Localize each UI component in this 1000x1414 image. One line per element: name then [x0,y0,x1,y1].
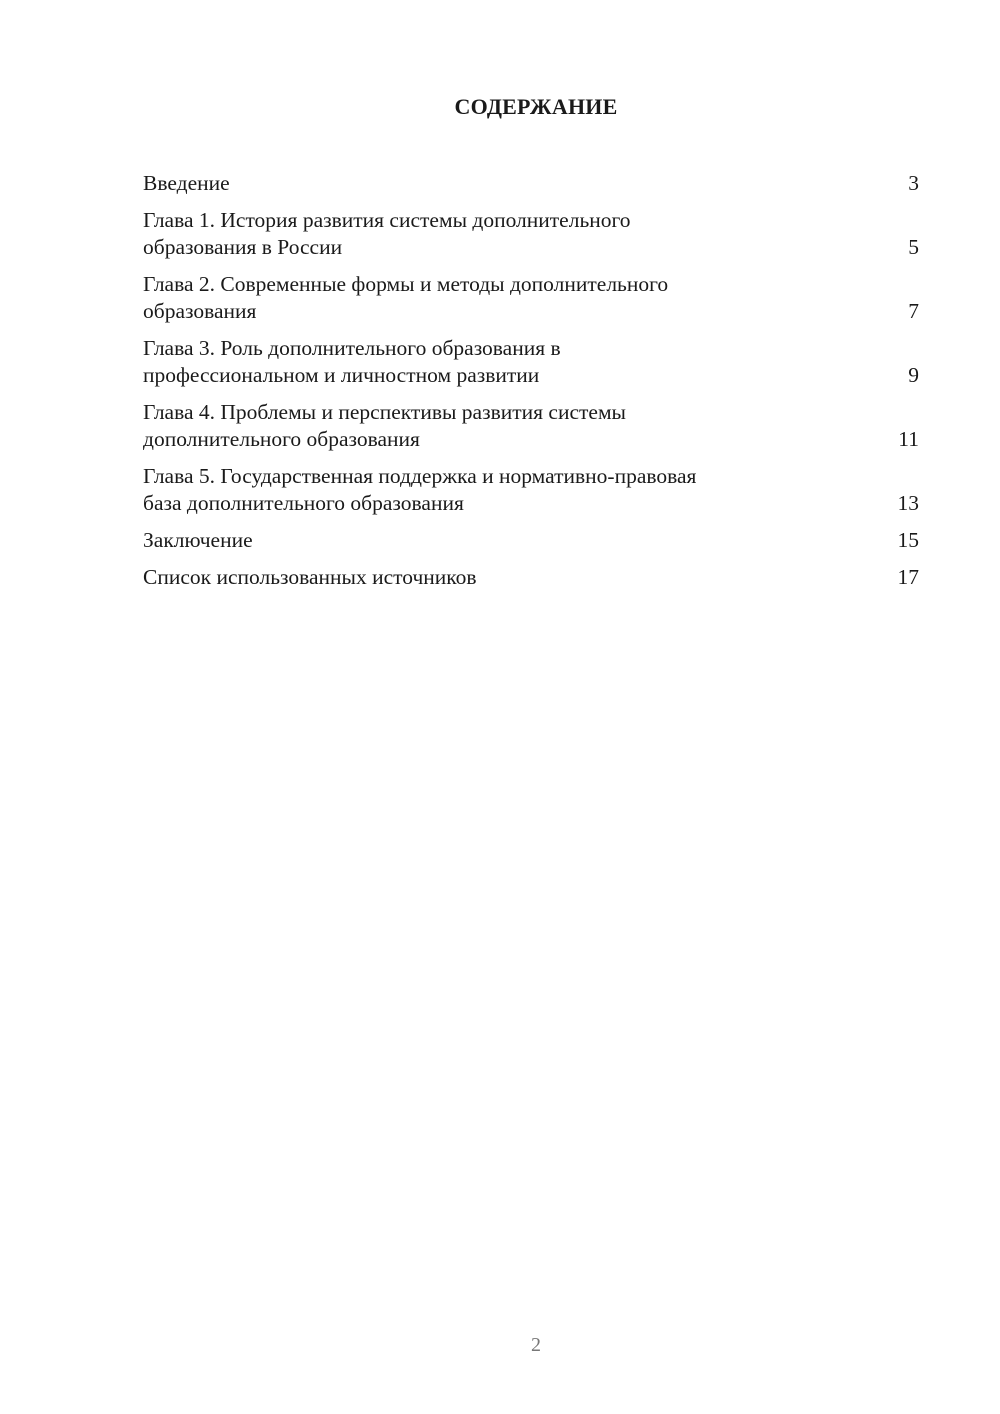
toc-entry-page: 9 [908,363,919,387]
toc-entry-text: Список использованных источников [143,565,477,589]
toc-entry-page: 7 [908,299,919,323]
toc-entry-references [143,564,919,591]
toc-entry-page: 11 [898,427,919,451]
toc-entry-chapter-2 [143,271,919,325]
toc-entry-introduction [143,170,919,197]
toc-entry-page: 13 [897,491,919,515]
toc-entry-text: Глава 2. Современные формы и методы дополнительного образования [143,272,669,323]
page-number: 2 [531,1334,541,1356]
toc-entry-page: 3 [908,171,919,195]
toc-entry-page: 5 [908,235,919,259]
toc-entry-chapter-5 [143,463,919,517]
toc-entry-chapter-1 [143,207,919,261]
toc-entry-conclusion [143,527,919,554]
table-of-contents [143,170,919,601]
toc-entry-text: Глава 5. Государственная поддержка и нормативно-правовая база дополнительного образования [143,464,697,515]
toc-entry-text: Глава 1. История развития системы дополнительного образования в России [143,208,631,259]
page-title: СОДЕРЖАНИЕ [454,94,618,119]
toc-entry-text: Глава 3. Роль дополнительного образования в профессиональном и личностном развитии [143,336,561,387]
toc-entry-chapter-3 [143,335,919,389]
toc-entry-text: Введение [143,171,230,195]
toc-entry-page: 17 [897,565,919,589]
toc-entry-chapter-4 [143,399,919,453]
toc-entry-text: Заключение [143,528,253,552]
toc-entry-text: Глава 4. Проблемы и перспективы развития системы дополнительного образования [143,400,626,451]
toc-entry-page: 15 [897,528,919,552]
